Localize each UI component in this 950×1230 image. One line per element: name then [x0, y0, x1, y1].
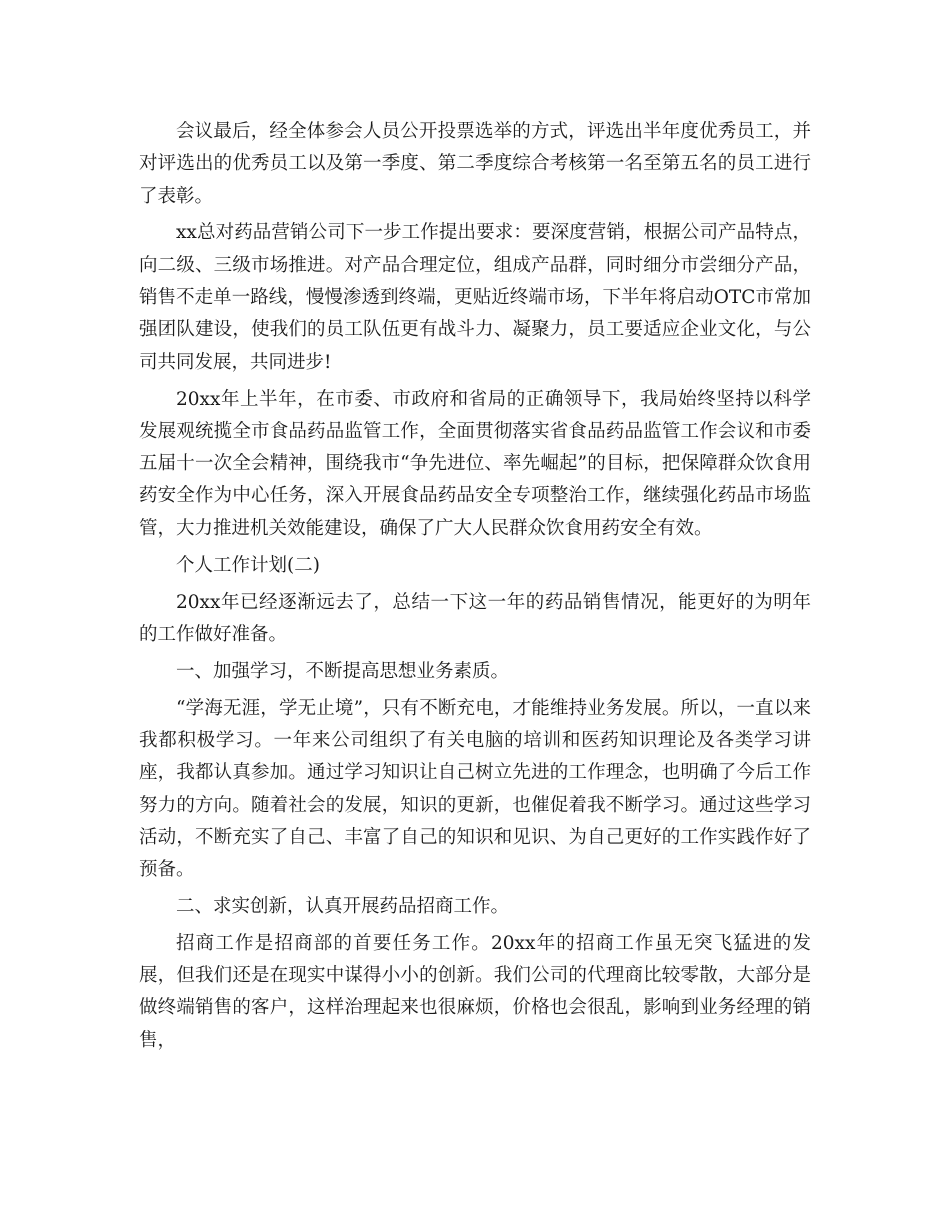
paragraph-first-half-supervision: 20xx年上半年，在市委、市政府和省局的正确领导下，我局始终坚持以科学发展观统揽全市食品药品监管工作，全面贯彻落实省食品药品监管工作会议和市委五届十一次全会精神，围绕我市“争先进位、率先崛起”的目标，把保障群众饮食用药安全作为中心任务，深入开展食品药品安全专项整治工作，继续强化药品市场监管，大力推进机关效能建设，确保了广大人民群众饮食用药安全有效。 [139, 388, 811, 539]
paragraph-year-summary-intro: 20xx年已经逐渐远去了，总结一下这一年的药品销售情况，能更好的为明年的工作做好准备。 [139, 591, 811, 645]
paragraph-learning-details: “学海无涯，学无止境”，只有不断充电，才能维持业务发展。所以，一直以来我都积极学习。一年来公司组织了有关电脑的培训和医药知识理论及各类学习讲座，我都认真参加。通过学习知识让自己树立先进的工作理念，也明确了今后工作努力的方向。随着社会的发展，知识的更新，也催促着我不断学习。通过这些学习活动，不断充实了自己、丰富了自己的知识和见识、为自己更好的工作实践作好了预备。 [139, 697, 811, 881]
paragraph-marketing-requirements: xx总对药品营销公司下一步工作提出要求：要深度营销，根据公司产品特点，向二级、三级市场推进。对产品合理定位，组成产品群，同时细分市尝细分产品，销售不走单一路线，慢慢渗透到终端，更贴近终端市场，下半年将启动OTC市常加强团队建设，使我们的员工队伍更有战斗力、凝聚力，员工要适应企业文化，与公司共同发展，共同进步! [139, 222, 811, 373]
paragraph-investment-details: 招商工作是招商部的首要任务工作。20xx年的招商工作虽无突飞猛进的发展，但我们还是在现实中谋得小小的创新。我们公司的代理商比较零散，大部分是做终端销售的客户，这样治理起来也很麻烦，价格也会很乱，影响到业务经理的销售， [139, 932, 811, 1051]
heading-strengthen-learning: 一、加强学习，不断提高思想业务素质。 [176, 660, 510, 682]
paragraph-meeting-commendation: 会议最后，经全体参会人员公开投票选举的方式，评选出半年度优秀员工，并对评选出的优秀员工以及第一季度、第二季度综合考核第一名至第五名的员工进行了表彰。 [139, 121, 811, 207]
heading-investment-work: 二、求实创新，认真开展药品招商工作。 [176, 895, 510, 917]
section-heading-personal-plan: 个人工作计划(二) [176, 554, 320, 576]
document-body [139, 116, 811, 1062]
